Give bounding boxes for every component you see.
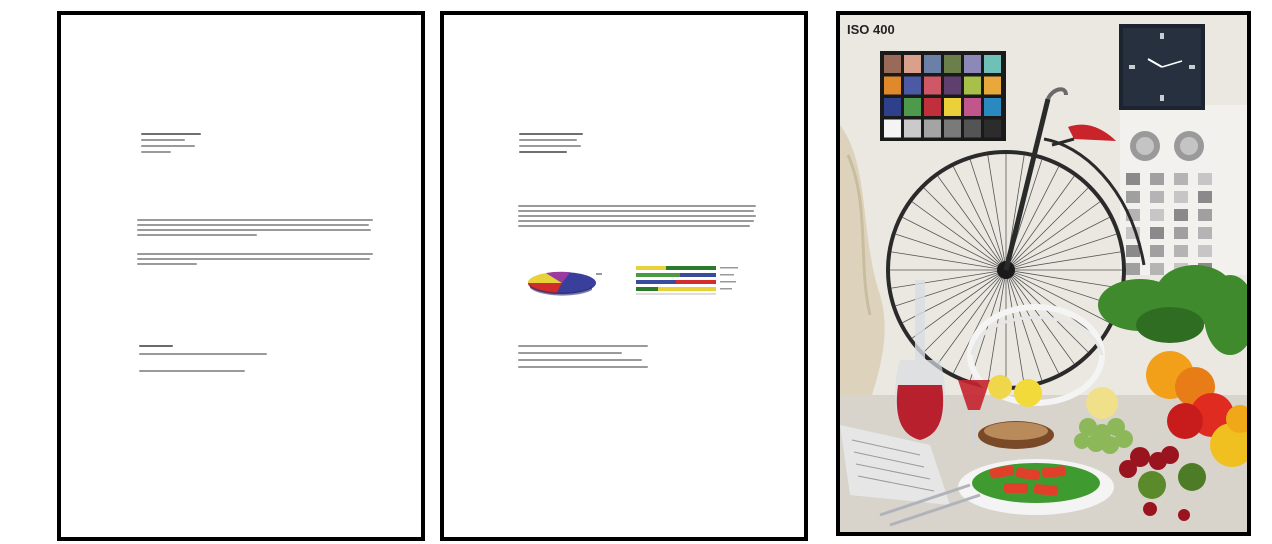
grey-patch <box>1174 245 1188 257</box>
color-checker-swatch <box>944 55 961 73</box>
color-checker-swatch <box>904 77 921 95</box>
bullet-line <box>518 359 642 361</box>
bullet-line <box>518 352 622 354</box>
color-checker-swatch <box>964 55 981 73</box>
body-paragraph <box>518 205 756 230</box>
bullet-line <box>518 366 648 368</box>
grey-patch <box>1150 209 1164 221</box>
color-checker-swatch <box>884 120 901 138</box>
address-line <box>141 145 195 147</box>
grey-patch <box>1198 209 1212 221</box>
color-checker-swatch <box>984 77 1001 95</box>
pie-chart-image <box>526 261 604 301</box>
document-page-1 <box>57 11 425 541</box>
color-checker-swatch <box>964 98 981 116</box>
body-paragraph <box>137 253 373 268</box>
grey-patch <box>1198 245 1212 257</box>
address-line <box>519 139 577 141</box>
bar-chart-image <box>626 263 756 303</box>
color-checker-swatch <box>884 98 901 116</box>
color-checker-swatch <box>884 77 901 95</box>
color-checker-swatch <box>904 98 921 116</box>
body-paragraph <box>137 219 373 239</box>
grey-patch <box>1198 227 1212 239</box>
color-checker-swatch <box>904 55 921 73</box>
grey-patch <box>1150 263 1164 275</box>
still-life-scene <box>840 15 1247 532</box>
grey-patch <box>1126 245 1140 257</box>
address-line <box>141 151 171 153</box>
grey-patch <box>1198 173 1212 185</box>
color-checker-chart <box>880 51 1006 141</box>
color-checker-swatch <box>904 120 921 138</box>
sign-off-line <box>139 353 267 355</box>
color-checker-swatch <box>964 77 981 95</box>
color-checker-swatch <box>984 98 1001 116</box>
color-checker-swatch <box>924 120 941 138</box>
grey-patch <box>1150 227 1164 239</box>
address-line <box>519 133 583 135</box>
address-line <box>519 145 581 147</box>
clock-icon <box>1119 24 1205 110</box>
color-checker-swatch <box>884 55 901 73</box>
document-page-2 <box>440 11 808 541</box>
sign-off-line <box>139 345 173 347</box>
color-checker-swatch <box>984 55 1001 73</box>
sign-off-line <box>139 370 245 372</box>
grey-patch <box>1150 173 1164 185</box>
grey-patch <box>1150 245 1164 257</box>
color-checker-swatch <box>924 55 941 73</box>
grey-patch <box>1126 173 1140 185</box>
address-line <box>141 139 185 141</box>
test-photograph <box>836 11 1251 536</box>
grey-patch <box>1174 191 1188 203</box>
grey-patch <box>1126 191 1140 203</box>
color-checker-swatch <box>944 98 961 116</box>
color-checker-swatch <box>984 120 1001 138</box>
color-checker-swatch <box>964 120 981 138</box>
address-line <box>519 151 567 153</box>
grey-patch <box>1174 227 1188 239</box>
color-checker-swatch <box>944 77 961 95</box>
grey-patch <box>1198 191 1212 203</box>
grey-patch <box>1174 209 1188 221</box>
grey-patch <box>1150 191 1164 203</box>
color-checker-swatch <box>924 98 941 116</box>
grey-patch <box>1174 173 1188 185</box>
iso-label: ISO 400 <box>847 22 895 37</box>
address-line <box>141 133 201 135</box>
color-checker-swatch <box>944 120 961 138</box>
bullet-line <box>518 345 648 347</box>
color-checker-swatch <box>924 77 941 95</box>
grey-patch <box>1126 263 1140 275</box>
